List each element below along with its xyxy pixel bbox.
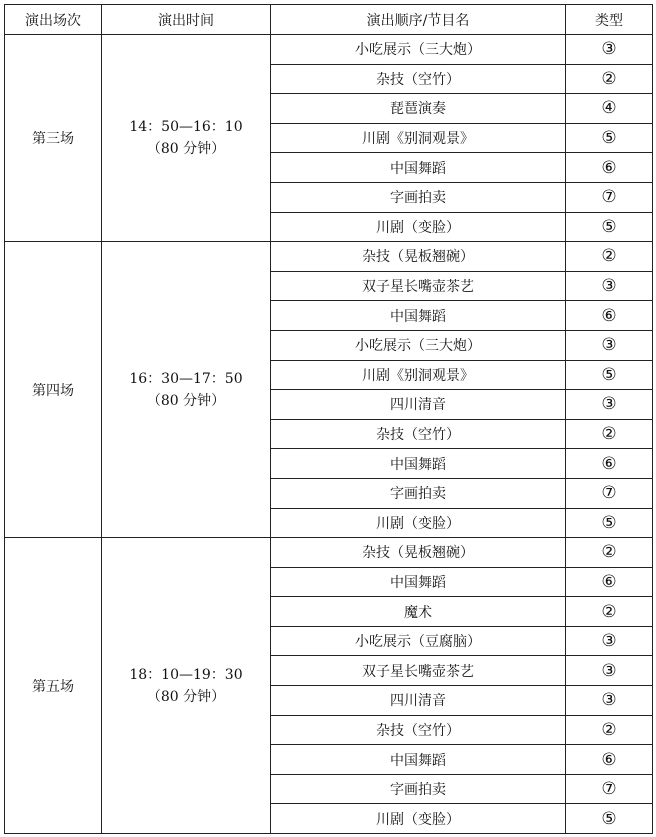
program-name-cell: 中国舞蹈 [271,449,566,479]
program-name-cell: 川剧（变脸） [271,508,566,538]
header-row [5,5,653,35]
program-type-cell: ③ [566,35,653,65]
program-name-cell: 琵琶演奏 [271,94,566,124]
session-name-cell: 第五场 [5,538,102,834]
program-type-cell: ⑤ [566,804,653,834]
program-type-cell: ⑦ [566,182,653,212]
session-time-range: 14：50—16：10 [129,119,243,136]
performance-schedule-table [4,4,653,834]
session-time-cell [102,242,271,538]
program-type-cell: ⑦ [566,774,653,804]
program-type-cell: ⑦ [566,478,653,508]
program-name-cell: 小吃展示（三大炮） [271,330,566,360]
session-duration: （80 分钟） [146,392,226,409]
table-body [5,35,653,834]
session-duration: （80 分钟） [146,688,226,705]
program-name-cell: 杂技（晃板翘碗） [271,242,566,272]
program-type-cell: ⑥ [566,745,653,775]
table-row [5,35,653,65]
program-name-cell: 中国舞蹈 [271,153,566,183]
program-type-cell: ② [566,597,653,627]
program-name-cell: 魔术 [271,597,566,627]
program-type-cell: ③ [566,390,653,420]
program-type-cell: ⑥ [566,449,653,479]
program-type-cell: ② [566,715,653,745]
program-type-cell: ③ [566,271,653,301]
table-row [5,538,653,568]
program-name-cell: 杂技（空竹） [271,419,566,449]
program-type-cell: ③ [566,330,653,360]
program-type-cell: ⑤ [566,360,653,390]
program-type-cell: ② [566,419,653,449]
program-name-cell: 杂技（空竹） [271,715,566,745]
program-name-cell: 杂技（空竹） [271,64,566,94]
program-name-cell: 川剧（变脸） [271,212,566,242]
program-name-cell: 杂技（晃板翘碗） [271,538,566,568]
session-time-range: 16：30—17：50 [129,370,243,387]
program-type-cell: ⑥ [566,153,653,183]
program-type-cell: ⑥ [566,567,653,597]
header-program: 演出顺序/节目名 [271,5,566,35]
program-name-cell: 小吃展示（豆腐脑） [271,626,566,656]
header-type: 类型 [566,5,653,35]
session-time-range: 18：10—19：30 [129,666,243,683]
program-name-cell: 川剧《别洞观景》 [271,360,566,390]
table-header [5,5,653,35]
session-time-cell [102,35,271,242]
program-type-cell: ③ [566,626,653,656]
session-name-cell: 第三场 [5,35,102,242]
program-name-cell: 字画拍卖 [271,478,566,508]
program-name-cell: 中国舞蹈 [271,301,566,331]
program-type-cell: ⑤ [566,123,653,153]
program-type-cell: ③ [566,656,653,686]
program-name-cell: 字画拍卖 [271,774,566,804]
session-name-cell: 第四场 [5,242,102,538]
program-name-cell: 双子星长嘴壶茶艺 [271,271,566,301]
program-name-cell: 中国舞蹈 [271,567,566,597]
program-type-cell: ⑤ [566,508,653,538]
program-type-cell: ④ [566,94,653,124]
program-name-cell: 双子星长嘴壶茶艺 [271,656,566,686]
table-row [5,242,653,272]
session-duration: （80 分钟） [146,141,226,158]
program-name-cell: 川剧《别洞观景》 [271,123,566,153]
program-name-cell: 四川清音 [271,390,566,420]
program-name-cell: 川剧（变脸） [271,804,566,834]
program-name-cell: 小吃展示（三大炮） [271,35,566,65]
session-time-cell [102,538,271,834]
program-type-cell: ⑥ [566,301,653,331]
program-type-cell: ② [566,538,653,568]
program-name-cell: 字画拍卖 [271,182,566,212]
program-name-cell: 四川清音 [271,686,566,716]
program-name-cell: 中国舞蹈 [271,745,566,775]
program-type-cell: ② [566,242,653,272]
program-type-cell: ⑤ [566,212,653,242]
program-type-cell: ③ [566,686,653,716]
header-session: 演出场次 [5,5,102,35]
program-type-cell: ② [566,64,653,94]
header-time: 演出时间 [102,5,271,35]
